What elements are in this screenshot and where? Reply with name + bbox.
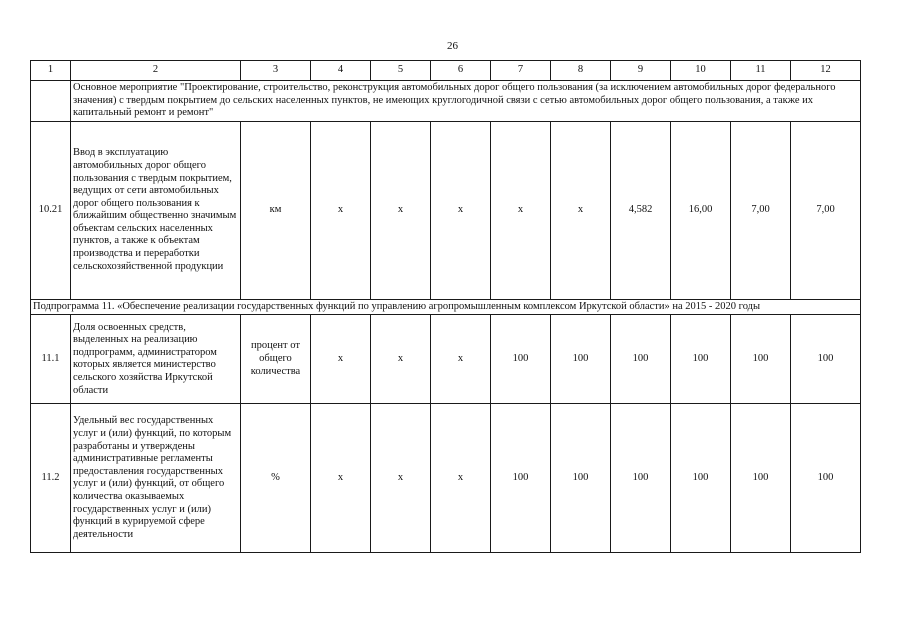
column-number-row <box>31 61 861 81</box>
value-cell: 100 <box>671 315 731 404</box>
value-cell: 4,582 <box>611 121 671 299</box>
row-number: 10.21 <box>31 121 71 299</box>
value-cell: х <box>431 315 491 404</box>
value-cell: х <box>311 404 371 553</box>
value-cell: х <box>491 121 551 299</box>
value-cell: 100 <box>791 315 861 404</box>
value-cell: 16,00 <box>671 121 731 299</box>
value-cell: 100 <box>791 404 861 553</box>
column-header: 9 <box>611 61 671 81</box>
value-cell: х <box>551 121 611 299</box>
column-header: 4 <box>311 61 371 81</box>
row-number: 11.1 <box>31 315 71 404</box>
column-header: 2 <box>71 61 241 81</box>
indicator-name: Ввод в эксплуатацию автомобильных дорог общего пользования с твердым покрытием, ведущих от сети автомобильных дорог общего пользования к ближайшим общественно значимым объектам сельских населенных пунктов, а также к объектам производства и переработки сельскохозяйственной продукции <box>71 121 241 299</box>
column-header: 6 <box>431 61 491 81</box>
column-header: 3 <box>241 61 311 81</box>
indicator-name: Доля освоенных средств, выделенных на реализацию подпрограмм, администратором которых является министерство сельского хозяйства Иркутской области <box>71 315 241 404</box>
unit-cell: % <box>241 404 311 553</box>
value-cell: 100 <box>611 404 671 553</box>
table-row <box>31 404 861 553</box>
empty-cell <box>31 81 71 122</box>
main-event-row <box>31 81 861 122</box>
value-cell: х <box>431 121 491 299</box>
value-cell: х <box>431 404 491 553</box>
value-cell: 7,00 <box>791 121 861 299</box>
value-cell: х <box>311 315 371 404</box>
column-header: 12 <box>791 61 861 81</box>
indicator-name: Удельный вес государственных услуг и (или) функций, по которым разработаны и утверждены административные регламенты предоставления государственных услуг и (или) функций, от общего количества оказываемых государственных услуг и (или) функций в курируемой сфере деятельности <box>71 404 241 553</box>
value-cell: 100 <box>731 315 791 404</box>
value-cell: х <box>371 121 431 299</box>
unit-cell: процент от общего количества <box>241 315 311 404</box>
value-cell: 100 <box>671 404 731 553</box>
value-cell: 100 <box>491 315 551 404</box>
value-cell: х <box>311 121 371 299</box>
column-header: 5 <box>371 61 431 81</box>
column-header: 7 <box>491 61 551 81</box>
value-cell: 100 <box>491 404 551 553</box>
row-number: 11.2 <box>31 404 71 553</box>
table-row <box>31 315 861 404</box>
table-row <box>31 121 861 299</box>
column-header: 11 <box>731 61 791 81</box>
page-number: 26 <box>447 40 458 52</box>
column-header: 10 <box>671 61 731 81</box>
value-cell: 100 <box>611 315 671 404</box>
column-header: 8 <box>551 61 611 81</box>
main-event-title: Основное мероприятие "Проектирование, строительство, реконструкция автомобильных дорог общего пользования (за исключением автомобильных дорог федерального значения) с твердым покрытием до сельских населенных пунктов, не имеющих круглогодичной связи с сетью автомобильных дорог общего пользования, а также их капитальный ремонт и ремонт" <box>71 81 861 122</box>
column-header: 1 <box>31 61 71 81</box>
value-cell: 100 <box>731 404 791 553</box>
unit-cell: км <box>241 121 311 299</box>
value-cell: х <box>371 404 431 553</box>
subprogram-row <box>31 299 861 315</box>
value-cell: 7,00 <box>731 121 791 299</box>
value-cell: 100 <box>551 315 611 404</box>
indicators-table <box>30 60 861 553</box>
value-cell: х <box>371 315 431 404</box>
subprogram-title: Подпрограмма 11. «Обеспечение реализации государственных функций по управлению агропромышленным комплексом Иркутской области» на 2015 - 2020 годы <box>31 299 861 315</box>
value-cell: 100 <box>551 404 611 553</box>
